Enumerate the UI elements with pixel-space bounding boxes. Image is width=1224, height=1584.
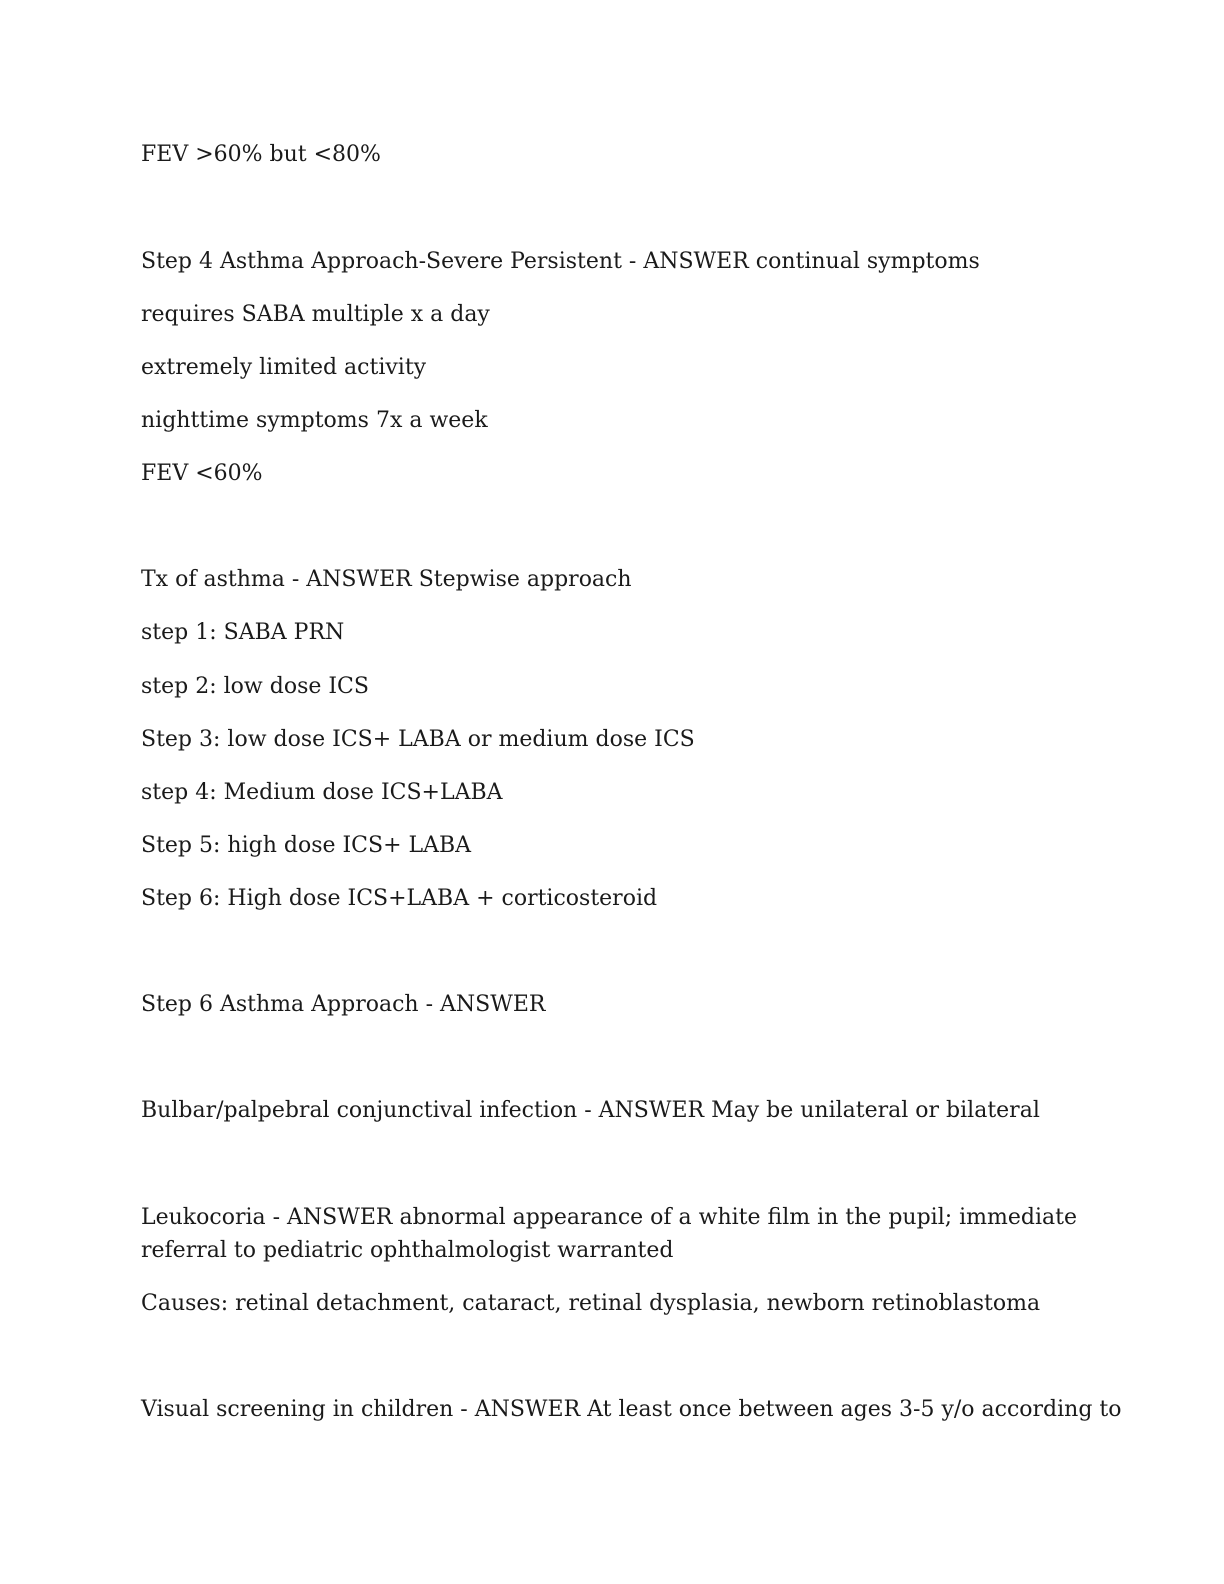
text-line: nighttime symptoms 7x a week xyxy=(141,408,488,433)
text-line: step 4: Medium dose ICS+LABA xyxy=(141,780,503,805)
text-line: FEV >60% but <80% xyxy=(141,142,381,167)
text-line: referral to pediatric ophthalmologist warranted xyxy=(141,1238,674,1263)
text-line: Tx of asthma - ANSWER Stepwise approach xyxy=(141,567,632,592)
text-line: requires SABA multiple x a day xyxy=(141,302,490,327)
text-line: extremely limited activity xyxy=(141,355,427,380)
text-line: Step 3: low dose ICS+ LABA or medium dose ICS xyxy=(141,727,695,752)
text-line: step 1: SABA PRN xyxy=(141,620,345,645)
text-line: Step 6 Asthma Approach - ANSWER xyxy=(141,992,546,1017)
text-line: Leukocoria - ANSWER abnormal appearance of a white film in the pupil; immediate xyxy=(141,1205,1078,1230)
text-line: Visual screening in children - ANSWER At least once between ages 3-5 y/o according to xyxy=(141,1397,1122,1422)
text-line: Step 5: high dose ICS+ LABA xyxy=(141,833,472,858)
text-line: Step 4 Asthma Approach-Severe Persistent - ANSWER continual symptoms xyxy=(141,249,980,274)
text-line: step 2: low dose ICS xyxy=(141,674,369,699)
text-line: Step 6: High dose ICS+LABA + corticosteroid xyxy=(141,886,658,911)
text-line: FEV <60% xyxy=(141,461,263,486)
text-line: Causes: retinal detachment, cataract, retinal dysplasia, newborn retinoblastoma xyxy=(141,1291,1041,1316)
text-line: Bulbar/palpebral conjunctival infection - ANSWER May be unilateral or bilateral xyxy=(141,1098,1040,1123)
